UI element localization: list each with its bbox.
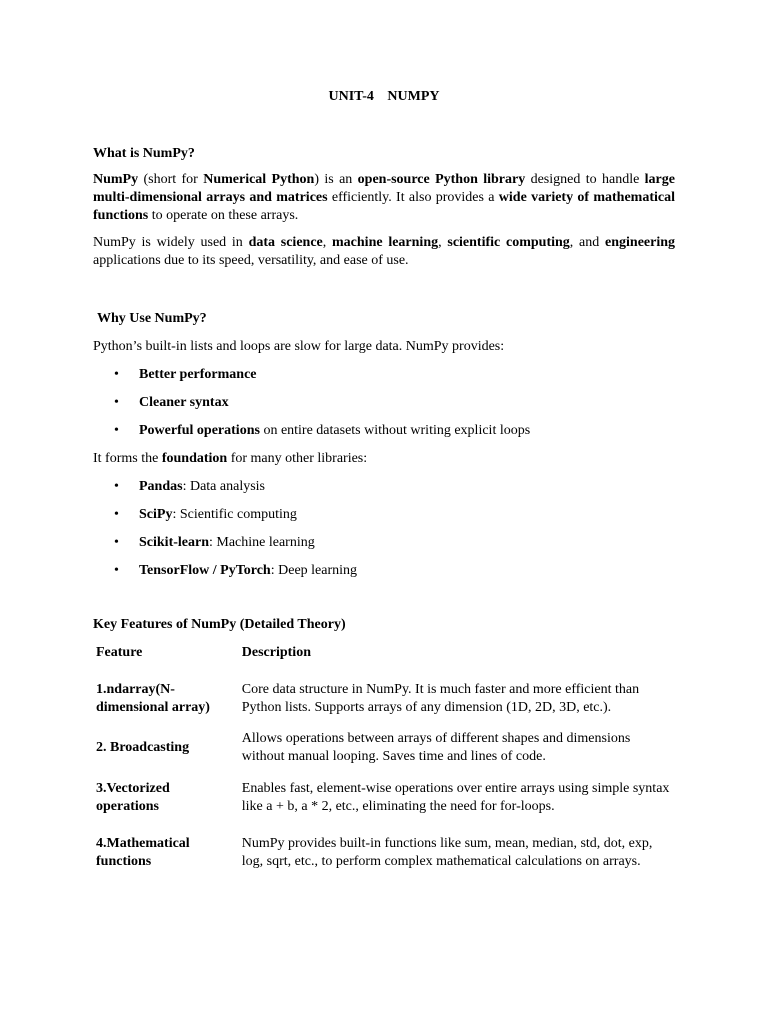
text-run: , xyxy=(438,235,448,250)
heading-why-use-numpy: Why Use NumPy? xyxy=(97,311,207,326)
feature-name: 4.Mathematical functions xyxy=(96,836,190,869)
section-what-is-numpy xyxy=(93,145,675,270)
bold-text: Numerical Python xyxy=(203,172,315,187)
bold-text: Scikit-learn xyxy=(139,535,209,550)
list-item xyxy=(93,422,675,440)
bold-text: Better performance xyxy=(139,367,257,382)
bold-text: wide variety of mathematical functions xyxy=(93,190,675,223)
bullet-icon: • xyxy=(114,395,119,410)
list-item-text xyxy=(139,367,257,382)
list-item xyxy=(93,366,675,384)
bullet-icon: • xyxy=(114,507,119,522)
feature-description: Core data structure in NumPy. It is much faster and more efficient than Python lists. Supports arrays of any dimension (1D, 2D, 3D, etc.). xyxy=(241,681,640,715)
bullet-icon: • xyxy=(114,479,119,494)
feature-name: 1.ndarray(N-dimensional array) xyxy=(96,681,210,715)
bold-text: engineering xyxy=(605,235,676,250)
bold-text: NumPy xyxy=(93,172,139,187)
bold-text: SciPy xyxy=(139,507,173,522)
text-run: ) is an xyxy=(314,172,358,187)
list-item xyxy=(93,478,675,496)
bold-text: scientific computing xyxy=(447,235,570,250)
table-row xyxy=(93,773,675,823)
list-item-text xyxy=(139,535,315,550)
text-run: NumPy is widely used in xyxy=(93,235,249,250)
bullet-icon: • xyxy=(114,367,119,382)
list-item-text xyxy=(139,423,530,438)
paragraph-why-intro: Python’s built-in lists and loops are slow for large data. NumPy provides: xyxy=(93,339,505,354)
feature-name: 2. Broadcasting xyxy=(96,740,190,755)
paragraph-foundation xyxy=(93,450,675,468)
heading-what-is-numpy: What is NumPy? xyxy=(93,146,195,161)
feature-description: Allows operations between arrays of different shapes and dimensions without manual looping. Saves time and lines of code. xyxy=(241,731,631,764)
list-item xyxy=(93,534,675,552)
text-run: (short for xyxy=(138,172,204,187)
bullet-icon: • xyxy=(114,563,119,578)
bold-text: foundation xyxy=(161,451,228,466)
text-run: on entire datasets without writing explicit loops xyxy=(259,423,531,438)
heading-key-features: Key Features of NumPy (Detailed Theory) xyxy=(93,617,346,632)
list-item-text xyxy=(139,507,297,522)
section-key-features xyxy=(93,616,675,883)
feature-description: Enables fast, element-wise operations over entire arrays using simple syntax like a + b, a * 2, etc., eliminating the need for for-loops. xyxy=(241,781,670,814)
table-row xyxy=(93,723,675,773)
libraries-list xyxy=(93,478,675,580)
bold-text: open-source Python library xyxy=(357,172,526,187)
page-title: UNIT-4 NUMPY xyxy=(328,89,440,104)
list-item-text xyxy=(139,395,229,410)
bold-text: large multi-dimensional arrays and matrices xyxy=(93,172,675,205)
bold-text: machine learning xyxy=(332,235,439,250)
text-run: to operate on these arrays. xyxy=(148,208,299,223)
table-header-row xyxy=(93,644,675,674)
bold-text: Pandas xyxy=(139,479,183,494)
text-run: : Machine learning xyxy=(209,535,315,550)
bold-text: data science xyxy=(248,235,323,250)
text-run: efficiently. It also provides a xyxy=(327,190,499,205)
bullet-icon: • xyxy=(114,423,119,438)
feature-description: NumPy provides built-in functions like sum, mean, median, std, dot, exp, log, sqrt, etc., to perform complex mathematical calculations on arrays. xyxy=(241,836,653,869)
paragraph-numpy-definition xyxy=(93,171,675,225)
text-run: designed to handle xyxy=(525,172,645,187)
bold-text: Powerful operations xyxy=(139,423,260,438)
text-run: It forms the xyxy=(93,451,162,466)
text-run: : Data analysis xyxy=(182,479,265,494)
bullet-icon: • xyxy=(114,535,119,550)
paragraph-numpy-usage xyxy=(93,234,675,270)
list-item-text xyxy=(139,563,357,578)
header-feature: Feature xyxy=(96,645,143,660)
list-item xyxy=(93,562,675,580)
text-run: : Scientific computing xyxy=(172,507,297,522)
text-run: : Deep learning xyxy=(270,563,358,578)
table-row xyxy=(93,823,675,883)
text-run: for many other libraries: xyxy=(227,451,368,466)
benefits-list xyxy=(93,366,675,440)
section-why-use-numpy xyxy=(93,310,675,580)
list-item-text xyxy=(139,479,265,494)
text-run: applications due to its speed, versatility, and ease of use. xyxy=(93,253,409,268)
table-row xyxy=(93,674,675,723)
features-table xyxy=(93,644,675,883)
text-run: , xyxy=(322,235,333,250)
bold-text: Cleaner syntax xyxy=(139,395,229,410)
list-item xyxy=(93,506,675,524)
text-run: , and xyxy=(569,235,606,250)
feature-name: 3.Vectorized operations xyxy=(96,781,170,814)
header-description: Description xyxy=(241,645,311,660)
bold-text: TensorFlow / PyTorch xyxy=(139,563,271,578)
list-item xyxy=(93,394,675,412)
